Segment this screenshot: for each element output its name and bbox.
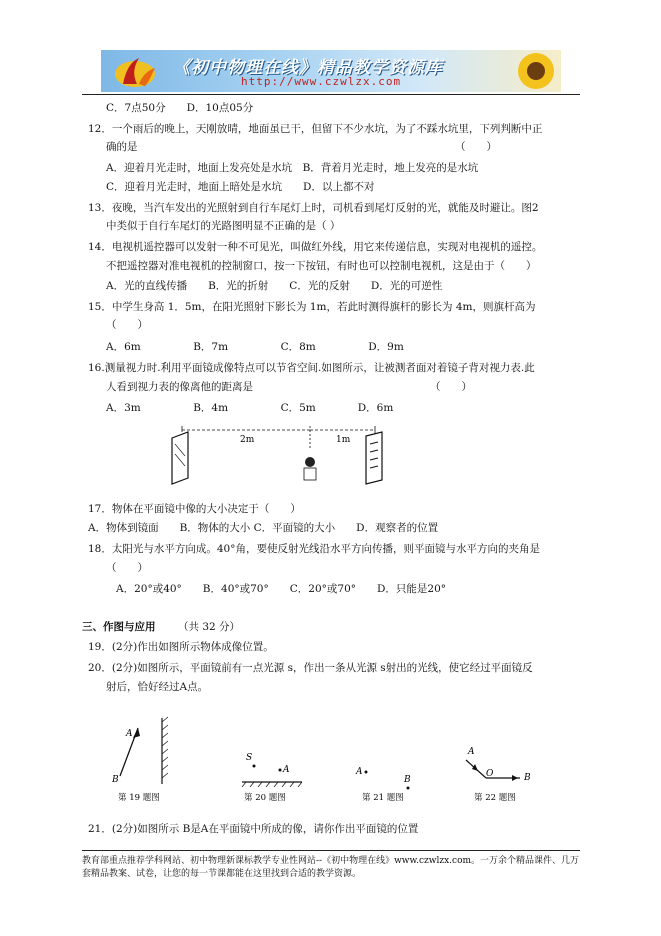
- q16-answer-bracket: （ ）: [430, 381, 472, 393]
- q17-options: A．物体到镜面 B．物体的大小 C．平面镜的大小 D．观察者的位置: [88, 522, 439, 534]
- header-rule: [82, 94, 580, 95]
- q16-stem-cont: 人看到视力表的像离他的距离是: [106, 381, 253, 393]
- fig19-label-B: B: [112, 775, 119, 785]
- q15-stem: 15．中学生身高 1．5m，在阳光照射下影长为 1m，若此时测得旗杆的影长为 4m，则旗杆高为: [88, 301, 536, 313]
- q13-stem-cont: 中类似于自行车尾灯的光路图明显不正确的是（ ）: [106, 220, 341, 232]
- q20-stem: 20．(2分)如图所示，平面镜前有一点光源 s，作出一条从光源 s射出的光线，使它经过平面镜反: [88, 662, 533, 674]
- site-url[interactable]: http://www.czwlzx.com: [241, 75, 402, 88]
- q12-options-ab: A．迎着月光走时，地面上发亮处是水坑 B．背着月光走时，地上发亮的是水坑: [106, 162, 479, 174]
- fig21-label-B: B: [404, 775, 411, 785]
- fig20-label-A: A: [283, 765, 290, 775]
- q20-stem-cont: 射后，恰好经过A点。: [106, 681, 209, 693]
- q18-options: A．20°或40° B．40°或70° C．20°或70° D．只能是20°: [116, 583, 447, 595]
- footer-rule: [82, 850, 580, 851]
- figures-19-22: [100, 712, 540, 808]
- q14-options: A．光的直线传播 B．光的折射 C．光的反射 D．光的可逆性: [106, 280, 443, 292]
- q12-stem-cont: 确的是: [106, 141, 138, 153]
- q15-answer-bracket: （ ）: [106, 319, 148, 331]
- fig21-caption: 第 21 题图: [362, 793, 404, 803]
- fig19-label-A: A: [126, 729, 133, 739]
- figure-16-vision-test: [160, 420, 400, 488]
- distance-2m-label: 2m: [240, 435, 255, 445]
- fig19-caption: 第 19 题图: [118, 793, 160, 803]
- figure-22: [466, 747, 531, 803]
- header-banner: [101, 50, 561, 92]
- person-figure: [304, 457, 316, 480]
- q21-stem: 21．(2分)如图所示 B是A在平面镜中所成的像，请你作出平面镜的位置: [88, 823, 419, 835]
- q13-stem: 13．夜晚，当汽车发出的光照射到自行车尾灯上时，司机看到尾灯反射的光，就能及时避让。图2: [88, 202, 539, 214]
- mirror-figure: [172, 432, 188, 484]
- q15-options: A．6m B．7m C．8m D．9m: [106, 341, 404, 353]
- fig22-caption: 第 22 题图: [474, 793, 516, 803]
- fig22-label-O: O: [486, 769, 494, 779]
- q12-options-cd: C．迎着月光走时，地面上暗处是水坑 D．以上都不对: [106, 181, 375, 193]
- distance-1m-label: 1m: [336, 435, 351, 445]
- q12-answer-bracket: （ ）: [455, 141, 497, 153]
- section-3-score: （共 32 分）: [178, 621, 241, 633]
- site-title: 《初中物理在线》精品教学资源库: [173, 58, 443, 78]
- q12-stem: 12．一个雨后的晚上，天刚放晴，地面虽已干，但留下不少水坑，为了不踩水坑里，下列判断中正: [88, 123, 543, 135]
- sunflower-icon: [511, 50, 561, 92]
- footer-text: 教育部重点推荐学科网站、初中物理新课标教学专业性网站--《初中物理在线》www.czwlzx.com。一万余个精品课件、几万套精品教案、试卷，让您的每一节课都能在这里找到合适的教学资源。: [82, 856, 580, 879]
- q17-stem: 17．物体在平面镜中像的大小决定于（ ）: [88, 503, 301, 515]
- q14-stem: 14．电视机遥控器可以发射一种不可见光，叫做红外线，用它来传递信息，实现对电视机的遥控。: [88, 241, 543, 253]
- fig20-caption: 第 20 题图: [244, 793, 286, 803]
- fig22-label-A: A: [468, 747, 475, 757]
- q16-stem: 16.测量视力时.利用平面镜成像特点可以节省空间.如图所示，让被测者面对着镜子背对视力表.此: [88, 362, 535, 374]
- q18-answer-bracket: （ ）: [106, 562, 148, 574]
- q19-stem: 19．(2分)作出如图所示物体成像位置。: [88, 641, 274, 653]
- fig20-label-S: S: [246, 753, 253, 763]
- figure-21: [355, 767, 411, 803]
- q16-options: A．3m B．4m C．5m D．6m: [106, 402, 394, 414]
- fig21-label-A: A: [356, 767, 363, 777]
- q18-stem: 18．太阳光与水平方向成。40°角，要使反射光线沿水平方向传播，则平面镜与水平方向的夹角是: [88, 543, 540, 555]
- section-3-heading: 三、作图与应用: [82, 621, 156, 633]
- site-logo-icon: [109, 54, 161, 90]
- eye-chart-figure: [366, 432, 382, 484]
- figure-19: [111, 717, 168, 803]
- figure-20: [242, 753, 302, 803]
- q11-options: C．7点50分 D．10点05分: [106, 102, 254, 114]
- fig22-label-B: B: [524, 773, 531, 783]
- q14-stem-cont: 不把遥控器对准电视机的控制窗口，按一下按钮，有时也可以控制电视机，这是由于（ ）: [106, 260, 537, 272]
